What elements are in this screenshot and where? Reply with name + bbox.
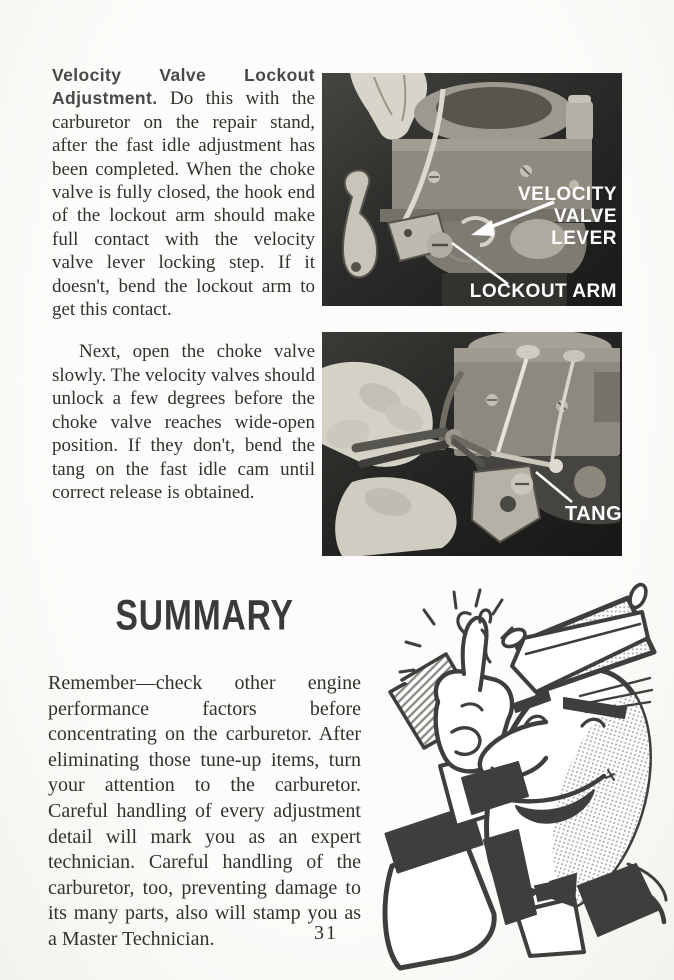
label-velocity: VELOCITY [517, 184, 617, 205]
cartoon-mechanic-illustration [366, 580, 668, 972]
photo-velocity-valve-lockout [322, 73, 622, 306]
label-tang: TANG [565, 503, 622, 525]
paragraph-velocity-valve-lockout [52, 64, 315, 321]
paragraph-body-text: Do this with the carburetor on the repair stand, after the fast idle adjustment has been completed. When the choke valve is fully closed, the hook end of the lockout arm should make full contact with the velocity valve lever locking step. If it doesn't, bend the lockout arm to get this contact. [52, 88, 315, 321]
label-valve: VALVE [553, 206, 617, 227]
mechanic-string-on-finger-icon [366, 580, 668, 972]
label-lever: LEVER [551, 228, 617, 249]
pliers-photo-illustration [322, 332, 622, 556]
page-number: 31 [314, 922, 338, 944]
paragraph-choke-valve: Next, open the choke valve slowly. The velocity valves should unlock a few degrees before the choke valve reaches wide-open position. If they don't, bend the tang on the fast idle cam until correct release is obtained. [52, 341, 315, 503]
summary-heading [48, 592, 361, 639]
mechanic-cap [500, 582, 654, 692]
photo-tang-adjustment [322, 332, 622, 556]
label-lockout-arm: LOCKOUT ARM [469, 281, 617, 302]
article-column [52, 64, 315, 504]
summary-heading-text: SUMMARY [115, 590, 294, 640]
summary-paragraph: Remember—check other engine performance factors before concentrating on the carburetor. After eliminating those tune-up items, turn your attention to the carburetor. Careful handling of every adjustment detail will mark you as an expert technician. Careful handling of the carburetor, too, preventing damage to its many parts, also will stamp you as a Master Technician. [48, 672, 361, 950]
paragraph-lead-in: Velocity Valve Lockout Adjustment. [52, 65, 315, 109]
sparkle-lines [400, 590, 512, 672]
carburetor-photo-illustration [322, 73, 622, 306]
